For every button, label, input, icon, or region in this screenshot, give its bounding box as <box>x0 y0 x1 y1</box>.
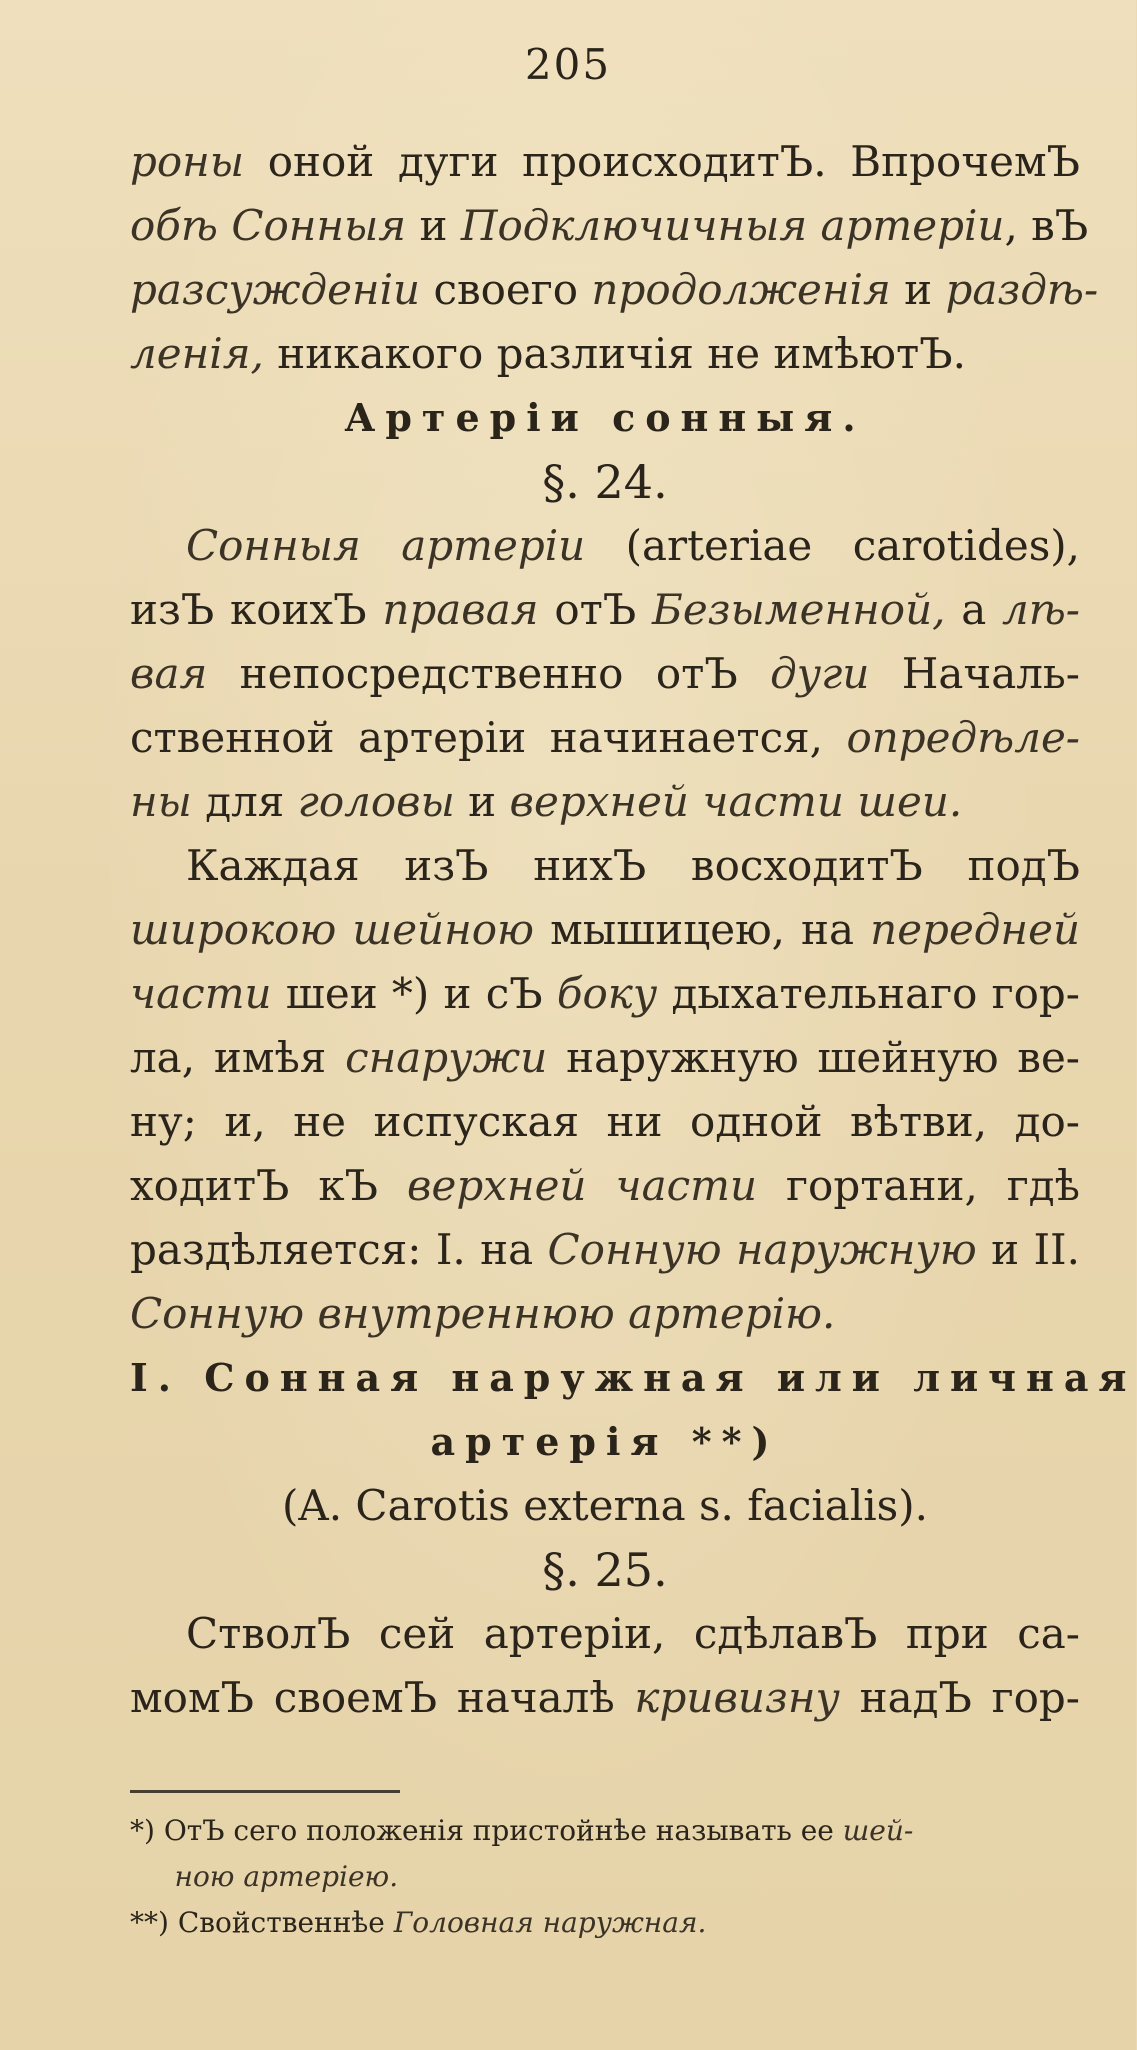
text-line <box>130 1474 1080 1538</box>
italic-term: правая <box>382 585 539 634</box>
italic-term: роны <box>130 137 245 186</box>
text-line <box>130 130 1080 194</box>
text-run: Началь- <box>869 649 1080 698</box>
text-run: артерія **) <box>430 1419 780 1464</box>
italic-term: дуги <box>770 649 870 698</box>
text-line <box>130 194 1089 258</box>
text-line <box>130 322 1080 386</box>
text-line <box>130 1090 1080 1154</box>
text-run: момЪ своемЪ началѣ <box>130 1673 635 1722</box>
text-run: **) Свойственнѣе <box>130 1906 394 1939</box>
text-line <box>130 642 1080 706</box>
text-line <box>130 1154 1080 1218</box>
italic-term: головы <box>297 777 455 826</box>
italic-term: Безыменной, <box>651 585 946 634</box>
section-number <box>130 1538 1080 1602</box>
italic-term: снаружи <box>345 1033 548 1082</box>
footnote-line <box>130 1854 1080 1900</box>
text-run: ственной артеріи начинается, <box>130 713 847 762</box>
page-number: 205 <box>524 40 612 89</box>
italic-term: вая <box>130 649 208 698</box>
italic-term: кривизну <box>634 1673 840 1722</box>
text-run: дыхательнаго гор- <box>657 969 1081 1018</box>
text-line <box>130 962 1080 1026</box>
text-line <box>130 514 1080 578</box>
text-line <box>130 1666 1080 1730</box>
italic-term: лѣ- <box>1002 585 1080 634</box>
text-run: *) ОтЪ сего положенія пристойнѣе называть ее <box>130 1814 843 1847</box>
text-run: §. 24. <box>542 455 668 509</box>
text-run: надЪ гор- <box>839 1673 1080 1722</box>
text-line <box>130 1282 1080 1346</box>
italic-term: шей- <box>842 1814 914 1847</box>
footnote-line <box>130 1808 1080 1854</box>
text-run: и II. <box>976 1225 1080 1274</box>
text-run: , вЪ <box>1004 201 1089 250</box>
italic-term: верхней части шеи. <box>509 777 963 826</box>
italic-term: обѣ Сонныя <box>130 201 407 250</box>
text-run: а <box>945 585 1002 634</box>
italic-term: Сонную наружную <box>547 1225 977 1274</box>
text-run: своего <box>420 265 592 314</box>
text-run: изЪ коихЪ <box>130 585 383 634</box>
text-run: (arteriae carotides), <box>585 521 1080 570</box>
text-run: ла, имѣя <box>130 1033 346 1082</box>
text-run: СтволЪ сей артеріи, сдѣлавЪ при са- <box>186 1609 1080 1658</box>
text-run: (A. Carotis externa s. facialis). <box>282 1481 928 1530</box>
text-run: Артеріи сонныя. <box>344 395 866 440</box>
footnotes <box>130 1808 1080 1946</box>
italic-term: Сонную внутреннюю артерію. <box>130 1289 836 1338</box>
text-line <box>130 770 1080 834</box>
section-heading <box>130 1410 1080 1474</box>
text-run: Каждая изЪ нихЪ восходитЪ подЪ <box>186 841 1080 890</box>
text-run: раздѣляется: I. на <box>130 1225 548 1274</box>
text-line <box>130 706 1080 770</box>
footnote-line <box>130 1900 1080 1946</box>
italic-term: Головная наружная. <box>393 1906 707 1939</box>
italic-term: верхней части <box>407 1161 758 1210</box>
text-line <box>130 578 1080 642</box>
italic-term: Сонныя артеріи <box>186 521 586 570</box>
text-run: ходитЪ кЪ <box>130 1161 408 1210</box>
text-run: и <box>890 265 946 314</box>
text-line <box>130 258 1099 322</box>
text-line <box>130 1218 1080 1282</box>
italic-term: разсужденіи <box>130 265 421 314</box>
section-heading <box>130 1346 1137 1410</box>
footnote-rule <box>130 1790 400 1793</box>
italic-term: ны <box>130 777 192 826</box>
text-run: отЪ <box>538 585 652 634</box>
text-run: §. 25. <box>542 1543 668 1597</box>
text-run: оной дуги происходитЪ. ВпрочемЪ <box>244 137 1080 186</box>
text-line <box>130 1602 1080 1666</box>
text-run: шеи *) и сЪ <box>271 969 557 1018</box>
body-text <box>130 130 1137 1730</box>
text-run: гортани, гдѣ <box>757 1161 1080 1210</box>
text-run: ну; и, не испуская ни одной вѣтви, до- <box>130 1097 1080 1146</box>
text-run: непосредственно отЪ <box>207 649 771 698</box>
text-run: и <box>406 201 461 250</box>
italic-term: Подключичныя артеріи <box>460 201 1005 250</box>
italic-term: широкою шейною <box>130 905 535 954</box>
italic-term: ленія, <box>130 329 264 378</box>
text-run: никакого различія не имѣютЪ. <box>263 329 966 378</box>
italic-term: раздѣ- <box>945 265 1099 314</box>
text-line <box>130 834 1080 898</box>
section-number <box>130 450 1080 514</box>
text-line <box>130 1026 1080 1090</box>
text-run: для <box>191 777 298 826</box>
italic-term: опредѣле- <box>846 713 1080 762</box>
text-run: мышицею, на <box>534 905 871 954</box>
italic-term: ною артеріею. <box>130 1860 399 1893</box>
italic-term: части <box>130 969 272 1018</box>
italic-term: боку <box>556 969 658 1018</box>
text-run: и <box>454 777 510 826</box>
italic-term: передней <box>870 905 1080 954</box>
text-line <box>130 898 1080 962</box>
text-run: наружную шейную ве- <box>547 1033 1080 1082</box>
section-heading <box>130 386 1080 450</box>
text-run: I. Сонная наружная или личная <box>130 1355 1137 1400</box>
italic-term: продолженія <box>591 265 891 314</box>
